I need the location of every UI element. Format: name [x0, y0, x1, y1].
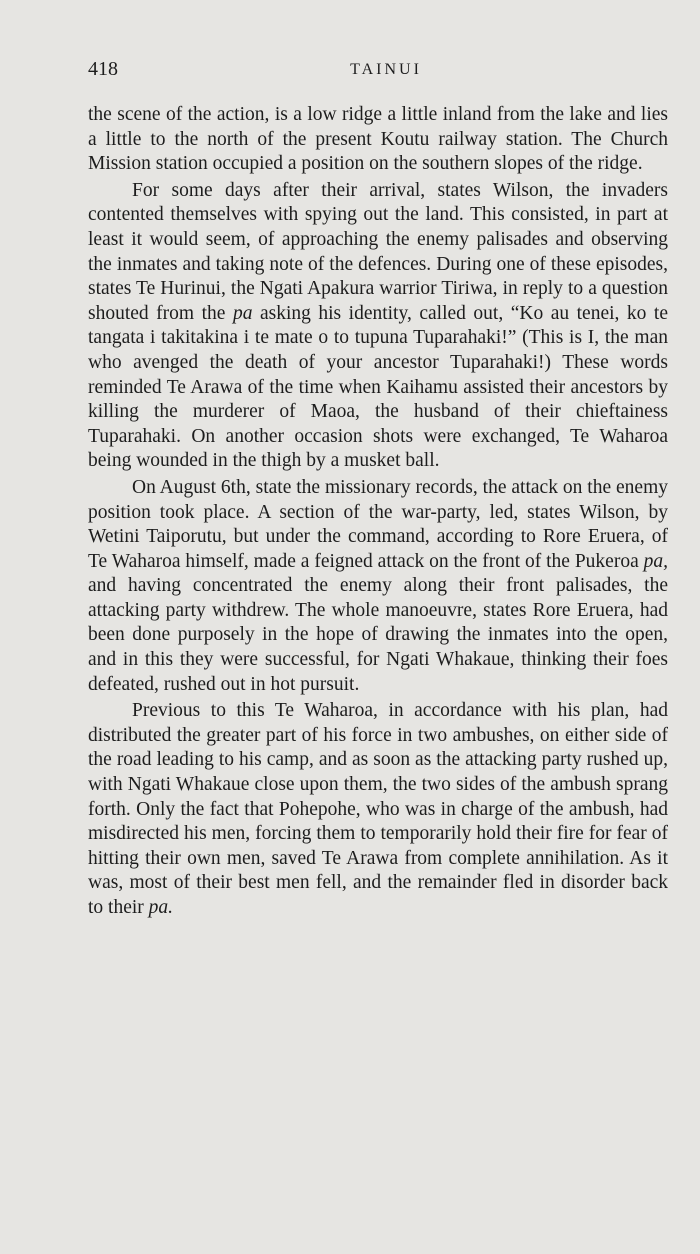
page-number: 418	[88, 58, 118, 80]
italic-word: pa	[232, 302, 253, 324]
paragraph-text: asking his identity, called out, “Ko au tenei, ko te tangata i takitakina i te mate o to tupuna Tuparahaki!” (This is I, the man who avenged the death of your ancestor Tuparahaki!) These words reminded Te Arawa of the time when Kaihamu assisted their ancestors by killing the murderer of Maoa, the husband of their chieftainess Tuparahaki. On another occasion shots were exchanged, Te Waharoa being wounded in the thigh by a musket ball.	[88, 302, 669, 472]
paragraph-text: Previous to this Te Waharoa, in accordance with his plan, had distributed the greater part of his force in two ambushes, on either side of the road leading to his camp, and as soon as the attacking party rushed up, with Ngati Whakaue close upon them, the two sides of the ambush sprang forth. Only the fact that Pohepohe, who was in charge of the ambush, had misdirected his men, forcing them to temporarily hold their fire for fear of hitting their own men, saved Te Arawa from complete annihilation. As it was, most of their best men fell, and the remainder fled in disorder back to their	[88, 700, 668, 918]
paragraph-text: the scene of the action, is a low ridge a little inland from the lake and lies a little to the north of the present Koutu railway station. The Church Mission station occupied a position on the southern slopes of the ridge.	[88, 104, 668, 175]
running-title: TAINUI	[350, 61, 422, 78]
page-header	[88, 58, 668, 84]
paragraph-text: For some days after their arrival, states Wilson, the invaders contented themselves with spying out the land. This consisted, in part at least it would seem, of approaching the enemy palisades and observing the inmates and taking note of the defences. During one of these episodes, states Te Hurinui, the Ngati Apakura warrior Tiriwa, in reply to a question shouted from the	[88, 179, 668, 324]
paragraph-text: On August 6th, state the missionary records, the attack on the enemy position took place. A section of the war-party, led, states Wilson, by Wetini Taiporutu, but under the command, according to Rore Eruera, of Te Waharoa himself, made a feigned attack on the front of the Pukeroa	[88, 476, 668, 572]
body-text	[88, 103, 668, 923]
paragraph-text: and having concentrated the enemy along their front palisades, the attacking party withdrew. The whole manoeuvre, states Rore Eruera, had been done purposely in the hope of drawing the inmates into the open, and in this they were successful, for Ngati Whakaue, thinking their foes defeated, rushed out in hot pursuit.	[88, 575, 668, 695]
paragraph-2	[88, 179, 668, 474]
italic-word: pa.	[148, 897, 174, 918]
paragraph-4	[88, 699, 668, 920]
italic-word: pa,	[643, 550, 668, 572]
paragraph-1	[88, 103, 668, 177]
paragraph-3	[88, 476, 668, 697]
